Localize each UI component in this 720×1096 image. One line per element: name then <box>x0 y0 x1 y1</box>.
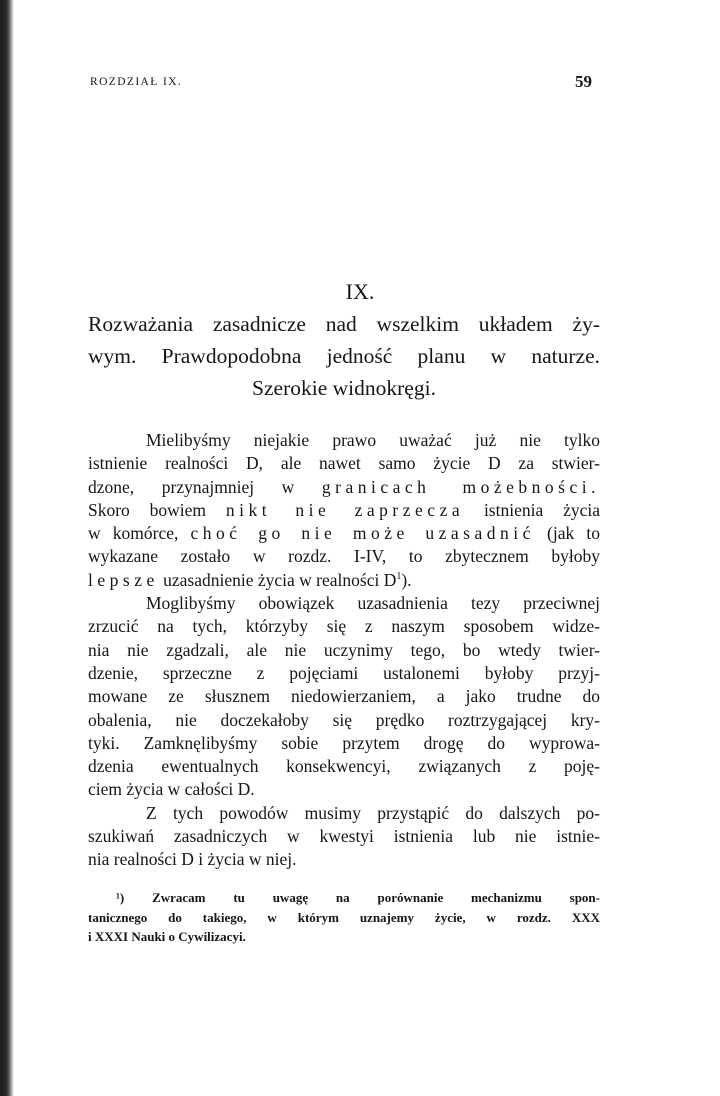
text-line: dzenie, sprzeczne z pojęciami ustalonemi byłoby przyj- <box>88 662 600 683</box>
chapter-title-line: Szerokie widnokręgi. <box>252 376 436 400</box>
footnote-line: i XXXI Nauki o Cywilizacyi. <box>88 929 246 944</box>
text-line: istnienie realności D, ale nawet samo życie D za stwier- <box>88 453 600 474</box>
text-run: Skoro bowiem <box>88 499 226 520</box>
footnote-reference[interactable]: 1 <box>396 570 402 582</box>
text-run: w komórce, <box>88 523 191 544</box>
footnote-line <box>88 888 600 908</box>
chapter-title-line: wym. Prawdopodobna jedność planu w naturze. <box>88 344 600 368</box>
text-line: mowane ze słusznem niedowierzaniem, a jako trudne do <box>88 686 600 707</box>
footnote-marker: ¹) <box>116 890 125 905</box>
body-text <box>88 429 600 872</box>
text-line: tyki. Zamknęlibyśmy sobie przytem drogę do wyprowa- <box>88 732 600 753</box>
running-head: ROZDZIAŁ IX. <box>90 76 183 88</box>
text-line <box>88 499 600 522</box>
chapter-title-line: Rozważania zasadnicze nad wszelkim układem ży- <box>88 312 600 336</box>
paragraph <box>88 429 600 592</box>
text-run: istnienia życia <box>464 499 600 520</box>
spaced-emphasis: granicach możebności. <box>321 476 600 497</box>
text-run: ). <box>401 569 412 590</box>
text-line: dzenia ewentualnych konsekwencyi, związanych z poję- <box>88 756 600 777</box>
chapter-number: IX. <box>345 279 375 304</box>
text-line: nia nie zgadzali, ale nie uczynimy tego, bo wtedy twier- <box>88 639 600 660</box>
text-line: Z tych powodów musimy przystąpić do dalszych po- <box>146 802 600 823</box>
paragraph <box>88 802 600 872</box>
text-line: obalenia, nie doczekałoby się prędko roztrzygającej kry- <box>88 709 600 730</box>
footnote <box>88 888 600 947</box>
footnote-line: tanicznego do takiego, w którym uznajemy życie, w rozdz. XXX <box>88 909 600 925</box>
spaced-emphasis: lepsze <box>88 569 159 590</box>
page-number: 59 <box>575 72 592 91</box>
text-line <box>88 522 600 545</box>
text-line: wykazane zostało w rozdz. I-IV, to zbytecznem byłoby <box>88 546 600 567</box>
text-line: szukiwań zasadniczych w kwestyi istnienia lub nie istnie- <box>88 826 600 847</box>
text-line <box>88 476 600 499</box>
spaced-emphasis: choć go nie może uzasadnić <box>190 523 535 544</box>
chapter-title <box>88 308 600 404</box>
scan-binding-edge <box>0 0 14 1096</box>
text-line: Moglibyśmy obowiązek uzasadnienia tezy przeciwnej <box>146 593 600 614</box>
spaced-emphasis: nikt nie zaprzecza <box>225 499 465 520</box>
text-run: (jak to <box>534 523 600 544</box>
text-run: dzone, przynajmniej w <box>88 476 322 497</box>
text-run: uzasadnienie życia w realności D <box>158 569 397 590</box>
text-line: nia realności D i życia w niej. <box>88 849 297 870</box>
text-line: ciem życia w całości D. <box>88 779 255 800</box>
text-line: zrzucić na tych, którzyby się z naszym sposobem widze- <box>88 616 600 637</box>
text-run: Zwracam tu uwagę na porównanie mechanizmu spon- <box>152 890 600 905</box>
text-line: Mielibyśmy niejakie prawo uważać już nie tylko <box>146 430 600 450</box>
paragraph <box>88 592 600 802</box>
text-line <box>88 569 600 592</box>
